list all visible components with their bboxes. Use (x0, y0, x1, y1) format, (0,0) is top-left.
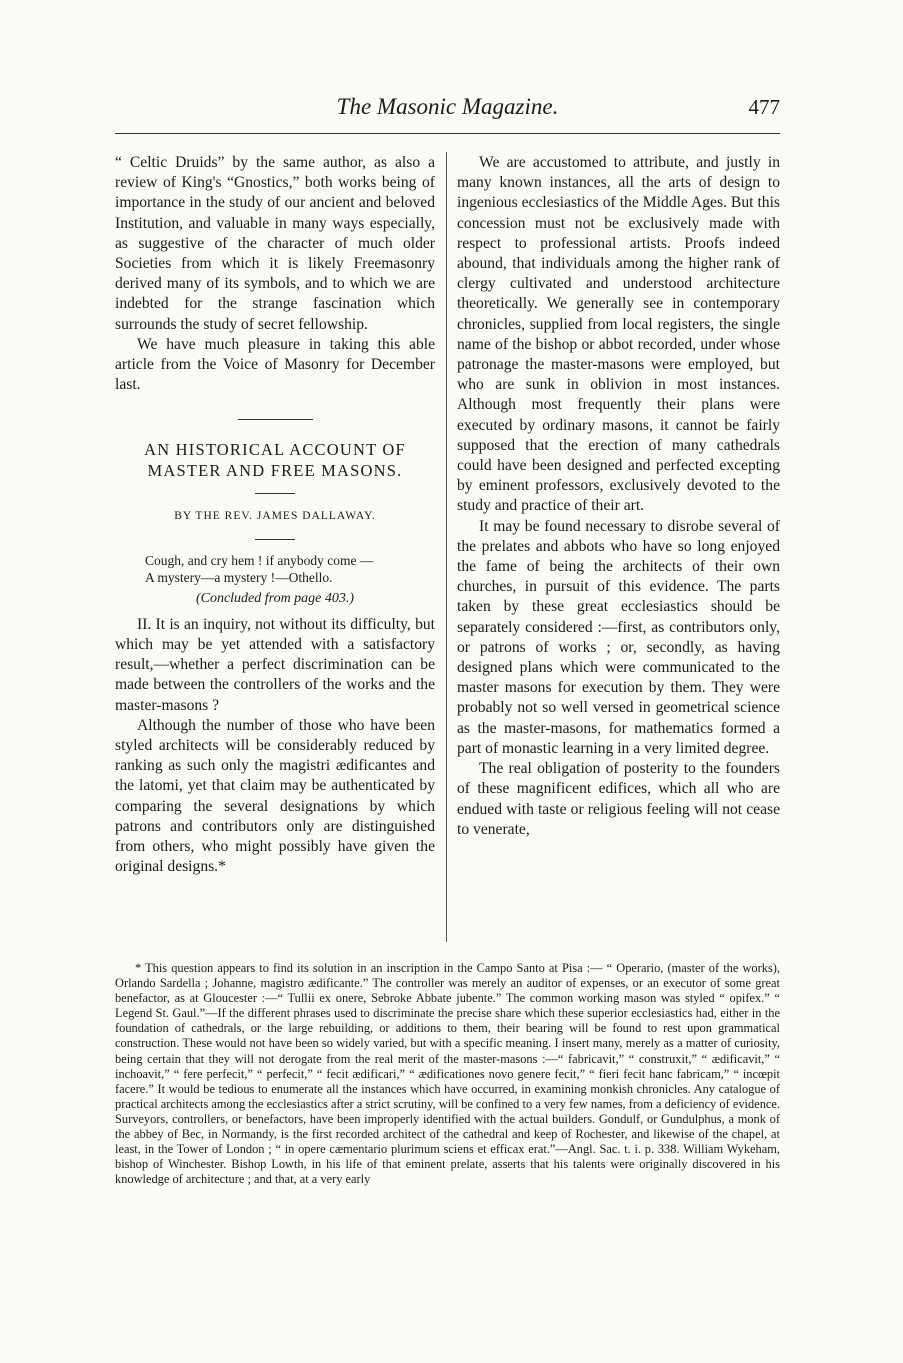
body-paragraph: We are accustomed to attribute, and justly in many known instances, all the arts of design to ingenious ecclesiastics of the Middle Ages. But this concession must not be exclusively made with respect to professional artists. Proofs indeed abound, that individuals among the higher rank of clergy cultivated and understood architecture theoretically. We generally see in contemporary chronicles, supplied from local registers, the single name of the bishop or abbot recorded, under whose patronage the master-masons were employed, but who are sunk in oblivion in most instances. Although most frequently their plans were executed by ordinary masons, it cannot be fairly supposed that the erection of many cathedrals could have been designed and perfected excepting by eminent professors, exclusively devoted to the study and practice of their art. (457, 154, 780, 515)
section-divider (238, 419, 313, 420)
concluded-note: (Concluded from page 403.) (195, 590, 355, 606)
body-paragraph: Although the number of those who have been styled architects will be considerably reduced by ranking as such only the magistri ædificantes and the latomi, yet that claim may be authenticated by comparing the several designations by which patrons and contributors only are distinguished from others, who might possibly have given the original designs.* (115, 716, 435, 876)
article-byline: BY THE REV. JAMES DALLAWAY. (174, 510, 376, 523)
header-rule (115, 133, 780, 134)
body-paragraph: II. It is an inquiry, not without its difficulty, but which may be yet attended with a satisfactory result,—whether a perfect discrimination can be made between the controllers of the works and the master-masons ? (115, 615, 435, 714)
footnote (115, 961, 780, 1187)
page-header (115, 92, 780, 128)
column-divider (446, 152, 447, 942)
magazine-title: The Masonic Magazine. (336, 94, 559, 119)
footnote-text: * This question appears to find its solution in an inscription in the Campo Santo at Pisa :— “ Operario, (master of the works), Orlando Sardella ; Johanne, magistro ædificante.” The controller was merely an auditor of expenses, or an executor of some great benefactor, as at Gloucester :—“ Tullii ex onere, Sebroke Abbate jubente.” The common working mason was styled “ opifex.” “ Legend St. Gaul.”—If the different phrases used to discriminate the precise share which these superior ecclesiastics had, either in the foundation of cathedrals, or the large rebuilding, or additions to them, their bearing will be found to rest upon grammatical construction. These would not have been so widely varied, but with a specific meaning. I insert many, merely as a matter of curiosity, being certain that they will not derogate from the real merit of the master-masons :—“ fabricavit,” “ construxit,” “ ædificavit,” “ inchoavit,” “ fere perfecit,” “ perfecit,” “ fecit ædificari,” “ ædificationes novo genere fecit,” “ fieri fecit hanc fabricam,” “ incœpit facere.” It would be tedious to enumerate all the instances which have occurred, in examining monkish chronicles. Any catalogue of practical architects among the ecclesiastics after a strict scrutiny, will be confined to a very few names, from a deficiency of evidence. Surveyors, controllers, or benefactors, have been improperly identified with the actual builders. Gondulf, or Gundulphus, a monk of the abbey of Bec, in Normandy, is the first recorded architect of the cathedral and keep of Rochester, and likewise of the chapel, at least, in the Tower of London ; “ in opere cæmentario plurimum sciens et efficax erat.”—Angl. Sac. t. i. p. 338. William Wykeham, bishop of Winchester. Bishop Lowth, in his life of that eminent prelate, asserts that his talents were originally discovered in his knowledge of architecture ; and that, at a very early (115, 961, 780, 1187)
body-paragraph: The real obligation of posterity to the founders of these magnificent edifices, which all who are endued with taste or religious feeling will not cease to venerate, (457, 760, 780, 838)
epigraph-line: Cough, and cry hem ! if anybody come — (145, 552, 374, 568)
left-column (115, 153, 435, 877)
intro-paragraph: We have much pleasure in taking this able article from the Voice of Masonry for December last. (115, 335, 435, 394)
intro-paragraph: “ Celtic Druids” by the same author, as also a review of King's “Gnostics,” both works being of importance in the study of our ancient and beloved Institution, and valuable in many ways especially, as suggestive of the character of much older Societies from which it is likely Freemasonry derived many of its symbols, and to which we are indebted for the strange fascination which surrounds the study of secret fellowship. (115, 154, 435, 333)
right-column (457, 153, 780, 840)
byline-divider (255, 539, 295, 540)
body-paragraph: It may be found necessary to disrobe several of the prelates and abbots who have so long enjoyed the fame of being the architects of their own churches, in pursuit of this evidence. The parts taken by these great ecclesiastics should be separately considered :—first, as contributors only, or patrons of works ; or, secondly, as having designed plans which were communicated to the master masons for execution by them. They were probably not so well versed in geometrical science as the master-masons, for mathematics formed a part of monastic learning in a very limited degree. (457, 517, 780, 757)
epigraph-line: A mystery—a mystery !—Othello. (145, 570, 333, 586)
article-title: AN HISTORICAL ACCOUNT OF MASTER AND FREE MASONS. (144, 440, 406, 481)
title-divider (255, 493, 295, 494)
page-number: 477 (748, 95, 780, 119)
